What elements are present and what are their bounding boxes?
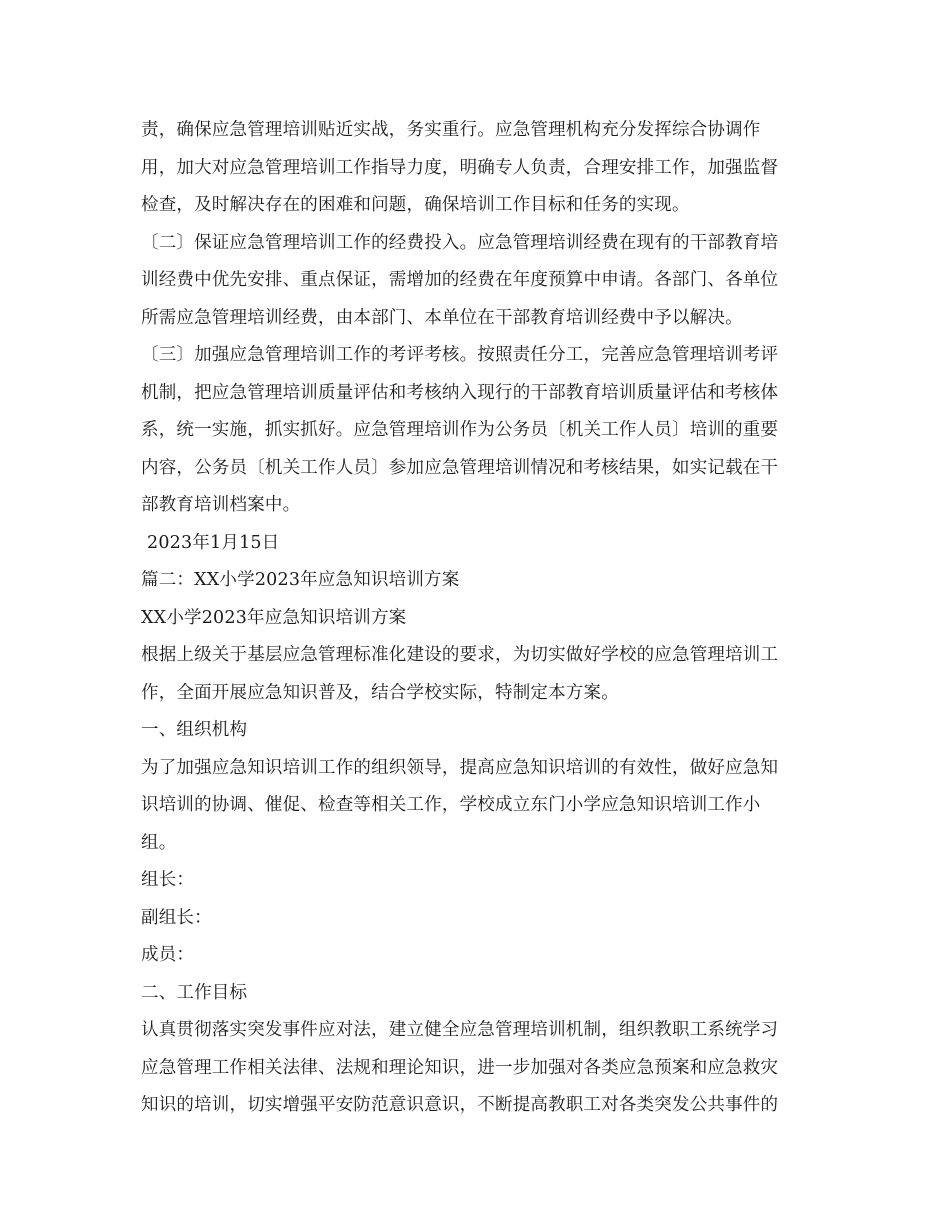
text-line: 系，统一实施，抓实抓好。应急管理培训作为公务员〔机关工作人员〕培训的重要	[141, 420, 779, 440]
text-line: 用，加大对应急管理培训工作指导力度，明确专人负责，合理安排工作，加强监督	[141, 157, 779, 178]
text-line: 知识的培训，切实增强平安防范意识意识，不断提高教职工对各类突发公共事件的	[141, 1095, 779, 1115]
text-line: 部教育培训档案中。	[141, 495, 301, 515]
section-heading-org: 一、组织机构	[141, 720, 248, 740]
deputy-leader-label: 副组长：	[141, 907, 212, 928]
text-line: 机制，把应急管理培训质量评估和考核纳入现行的干部教育培训质量评估和考核体	[141, 382, 779, 403]
text-line: 组。	[141, 832, 177, 853]
members-label: 成员：	[141, 945, 195, 965]
leader-label: 组长：	[141, 870, 195, 890]
document-date: 2023年1月15日	[147, 532, 280, 553]
text-line: 训经费中优先安排、重点保证，需增加的经费在年度预算中申请。各部门、各单位	[141, 270, 779, 290]
text-line: 应急管理工作相关法律、法规和理论知识，进一步加强对各类应急预案和应急救灾	[141, 1057, 779, 1078]
text-line: 责，确保应急管理培训贴近实战，务实重行。应急管理机构充分发挥综合协调作	[141, 120, 761, 140]
section-heading-3: 〔三〕加强应急管理培训工作的考评考核。按照责任分工，完善应急管理培训考评	[141, 345, 779, 365]
section-heading-2: 〔二〕保证应急管理培训工作的经费投入。应急管理培训经费在现有的干部教育培	[141, 232, 779, 253]
document-body	[141, 112, 813, 1125]
text-line: 识培训的协调、催促、检查等相关工作，学校成立东门小学应急知识培训工作小	[141, 795, 761, 815]
text-line: 认真贯彻落实突发事件应对法，建立健全应急管理培训机制，组织教职工系统学习	[141, 1020, 779, 1040]
section-heading-goals: 二、工作目标	[141, 982, 248, 1003]
text-line: 所需应急管理培训经费，由本部门、本单位在干部教育培训经费中予以解决。	[141, 307, 743, 328]
part-title: 篇二：XX小学2023年应急知识培训方案	[141, 570, 460, 590]
text-line: 为了加强应急知识培训工作的组织领导，提高应急知识培训的有效性，做好应急知	[141, 757, 779, 778]
text-line: 根据上级关于基层应急管理标准化建设的要求，为切实做好学校的应急管理培训工	[141, 645, 779, 665]
text-line: 作，全面开展应急知识普及，结合学校实际，特制定本方案。	[141, 682, 619, 703]
plan-title: XX小学2023年应急知识培训方案	[141, 607, 407, 628]
text-line: 内容，公务员〔机关工作人员〕参加应急管理培训情况和考核结果，如实记载在干	[141, 457, 779, 478]
text-line: 检查，及时解决存在的困难和问题，确保培训工作目标和任务的实现。	[141, 195, 690, 215]
